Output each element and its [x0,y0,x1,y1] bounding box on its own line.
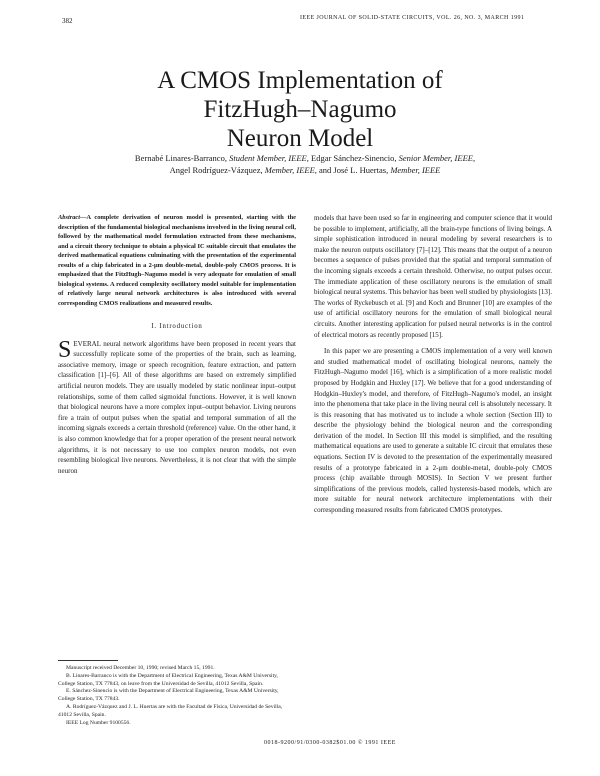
author-list [95,152,515,176]
right-column [314,213,552,522]
footnotes [58,660,296,727]
author-name: Bernabé Linares-Barranco, [134,153,227,163]
right-paragraph-2: In this paper we are presenting a CMOS implementation of a very well known and studied mathematical model of oscillating biological neurons, namely the FitzHugh–Nagumo model [16], which is a simplification of a more realistic model proposed by Hodgkin and Huxley [17]. We believe that for a good understanding of Hodgkin–Huxley's model, and therefore, of FitzHugh–Nagumo's model, an insight into the phenomena that take place in the living neural cell is absolutely necessary. It is this reasoning that has motivated us to include a whole section (Section III) to describe the physiology behind the biological neuron and the corresponding derivation of the model. In Section III this model is simplified, and the resulting mathematical equations are used to generate a suitable IC circuit that emulates these equations. Section IV is devoted to the presentation of the experimentally measured results of a prototype fabricated in a 2-μm double-metal, double-poly CMOS process (chip available through MOSIS). In Section V we present further simplifications of the previous models, called hysteresis-based models, which are more suitable for neural network architecture implementations with their corresponding measured results from fabricated CMOS prototypes. [314,347,552,515]
abstract [58,213,296,308]
section-heading-introduction: I. Introduction [151,323,203,330]
abstract-label: Abstract [58,214,81,221]
intro-paragraph-text: EVERAL neural network algorithms have been proposed in recent years that successfully replicate some of the properties of the brain, such as learning, associative memory, image or speech recognition, feature extraction, and pattern classification [1]–[6]. All of these algorithms are based on extremely simplified artificial neuron models. They are usually modeled by static nonlinear input–output relationships, some of them called sigmoidal functions. However, it is well known that biological neurons have a more complex input–output behavior. Living neurons fire a train of output pulses when the spatial and temporal summation of all the incoming signals exceeds a certain threshold (reference) value. On the other hand, it is also common knowledge that for a proper operation of the present neural network algorithms, it is not necessary to use too complex neuron models, not even resembling biological live neurons. Nevertheless, it is not clear that with the simple neuron [58,339,296,475]
running-head: IEEE JOURNAL OF SOLID-STATE CIRCUITS, VOL. 26, NO. 3, MARCH 1991 [300,15,525,21]
author-name: and José L. Huertas, [319,165,389,175]
author-role: Student Member, IEEE, [229,153,309,163]
footnote: IEEE Log Number 9100556. [66,719,131,726]
title-line-3: Neuron Model [226,125,374,152]
footnote-rule [58,660,118,661]
author-name: Edgar Sánchez-Sinencio, [311,153,397,163]
abstract-text: —A complete derivation of neuron model is presented, starting with the description of the fundamental biological mechanisms involved in the living neural cell, followed by the mathematical model formulation extracted from these mechanisms, and a circuit theory technique to obtain a physical IC suitable circuit that emulates the derived mathematical equations culminating with the presentation of the experimental results of a chip fabricated in a 2-μm double-metal, double-poly CMOS process. It is emphasized that the FitzHugh–Nagumo model is very adequate for emulation of small biological systems. A reduced complexity oscillatory model suitable for implementation of relatively large neural network architectures is also introduced with several corresponding CMOS realizations and measured results. [58,214,296,307]
author-line-1 [95,152,515,164]
intro-paragraph [58,336,296,477]
footnote: E. Sánchez-Sinencio is with the Department of Electrical Engineering, Texas A&M University, College Station, TX 77843. [58,688,279,703]
author-role: Member, IEEE [390,165,441,175]
author-role: Member, IEEE, [264,165,317,175]
issn-line: 0018-9200/91/0300-0382$01.00 © 1991 IEEE [264,740,396,746]
footnote: B. Linares-Barranco is with the Department of Electrical Engineering, Texas A&M University, College Station, TX 77843, on leave from the Universidad de Sevilla, 41012 Sevilla, Spain. [58,672,278,687]
author-name: Angel Rodríguez-Vázquez, [169,165,263,175]
author-role: Senior Member, IEEE, [398,153,476,163]
footnote: Manuscript received December 10, 1990; revised March 15, 1991. [66,665,215,671]
left-column [58,213,296,476]
drop-cap: S [58,336,72,363]
title-line-1: A CMOS Implementation of [157,67,443,94]
paper-title [0,66,600,153]
title-line-2: FitzHugh–Nagumo [203,96,397,123]
footnote: A. Rodríguez-Vázquez and J. L. Huertas are with the Facultad de Física, Universidad de Sevilla, 41012 Sevilla, Spain. [58,703,283,718]
right-paragraph-1: models that have been used so far in engineering and computer science that it would be possible to implement, artificially, all the brain-type functions of living beings. A simple sophistication introduced in neural modeling by several researchers is to make the neuron outputs oscillatory [7]–[12]. This means that the output of a neuron becomes a sequence of pulses provided that the spatial and temporal summation of the incoming signals exceeds a certain threshold. Otherwise, no output pulses occur. The immediate application of these oscillatory neurons is the emulation of small biological neural systems. This behavior has been well studied by physiologists [13]. The works of Ryckebusch et al. [9] and Koch and Brunner [10] are examples of the use of artificial oscillatory neurons for the emulation of small biological neural circuits. Another interesting application for pulsed neural networks is in the control of electrical motors as recently proposed [15]. [314,214,552,339]
author-line-2 [95,164,515,176]
page-number: 382 [62,17,73,25]
